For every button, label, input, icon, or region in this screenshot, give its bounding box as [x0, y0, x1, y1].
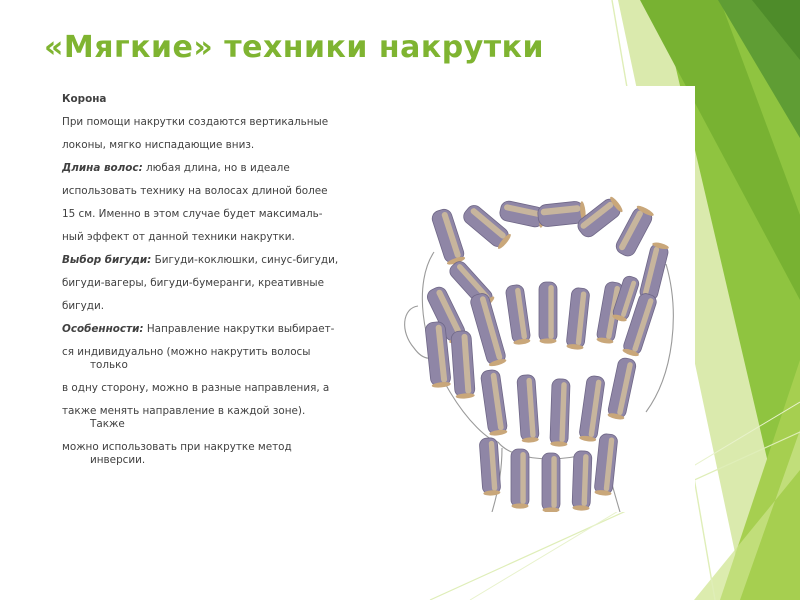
curler	[451, 330, 476, 399]
text-line	[62, 405, 347, 431]
curler	[542, 453, 560, 512]
features-line: только	[90, 359, 128, 371]
head-with-curlers-illustration	[348, 86, 695, 512]
curler	[511, 449, 529, 509]
text-block	[62, 93, 347, 477]
hair-length-text: любая длина, но в идеале	[142, 162, 290, 174]
features-line: также менять направление в каждой зоне).	[62, 405, 306, 417]
features-line: инверсии.	[90, 454, 146, 466]
slide-title: «Мягкие» техники накрутки	[44, 30, 545, 65]
text-line: локоны, мягко ниспадающие вниз.	[62, 139, 255, 151]
features-text: Направление накрутки выбирает-	[143, 323, 335, 335]
text-line: 15 см. Именно в этом случае будет максималь-	[62, 208, 323, 220]
text-line: ный эффект от данной техники накрутки.	[62, 231, 295, 243]
text-line: использовать технику на волосах длиной более	[62, 185, 328, 197]
curler	[572, 451, 592, 511]
text-line	[62, 346, 347, 372]
text-line	[62, 254, 347, 267]
hair-length-label: Длина волос:	[62, 162, 143, 174]
features-line: ся индивидуально (можно накрутить волосы	[62, 346, 311, 358]
text-line	[62, 162, 347, 175]
section-heading: Корона	[62, 93, 107, 105]
text-line	[62, 441, 347, 467]
text-line	[62, 323, 347, 336]
curlers-text: Бигуди-коклюшки, синус-бигуди,	[151, 254, 339, 266]
text-line: в одну сторону, можно в разные направления, а	[62, 382, 330, 394]
text-line: При помощи накрутки создаются вертикальные	[62, 116, 329, 128]
curler	[550, 379, 570, 447]
features-line: Также	[90, 418, 125, 430]
features-label: Особенности:	[62, 323, 144, 335]
curlers-label: Выбор бигуди:	[62, 254, 152, 266]
text-line: бигуди.	[62, 300, 105, 312]
features-line: можно использовать при накрутке метод	[62, 441, 292, 453]
curler	[539, 282, 557, 344]
text-line: бигуди-вагеры, бигуди-бумеранги, креативные	[62, 277, 324, 289]
curler	[479, 437, 501, 496]
